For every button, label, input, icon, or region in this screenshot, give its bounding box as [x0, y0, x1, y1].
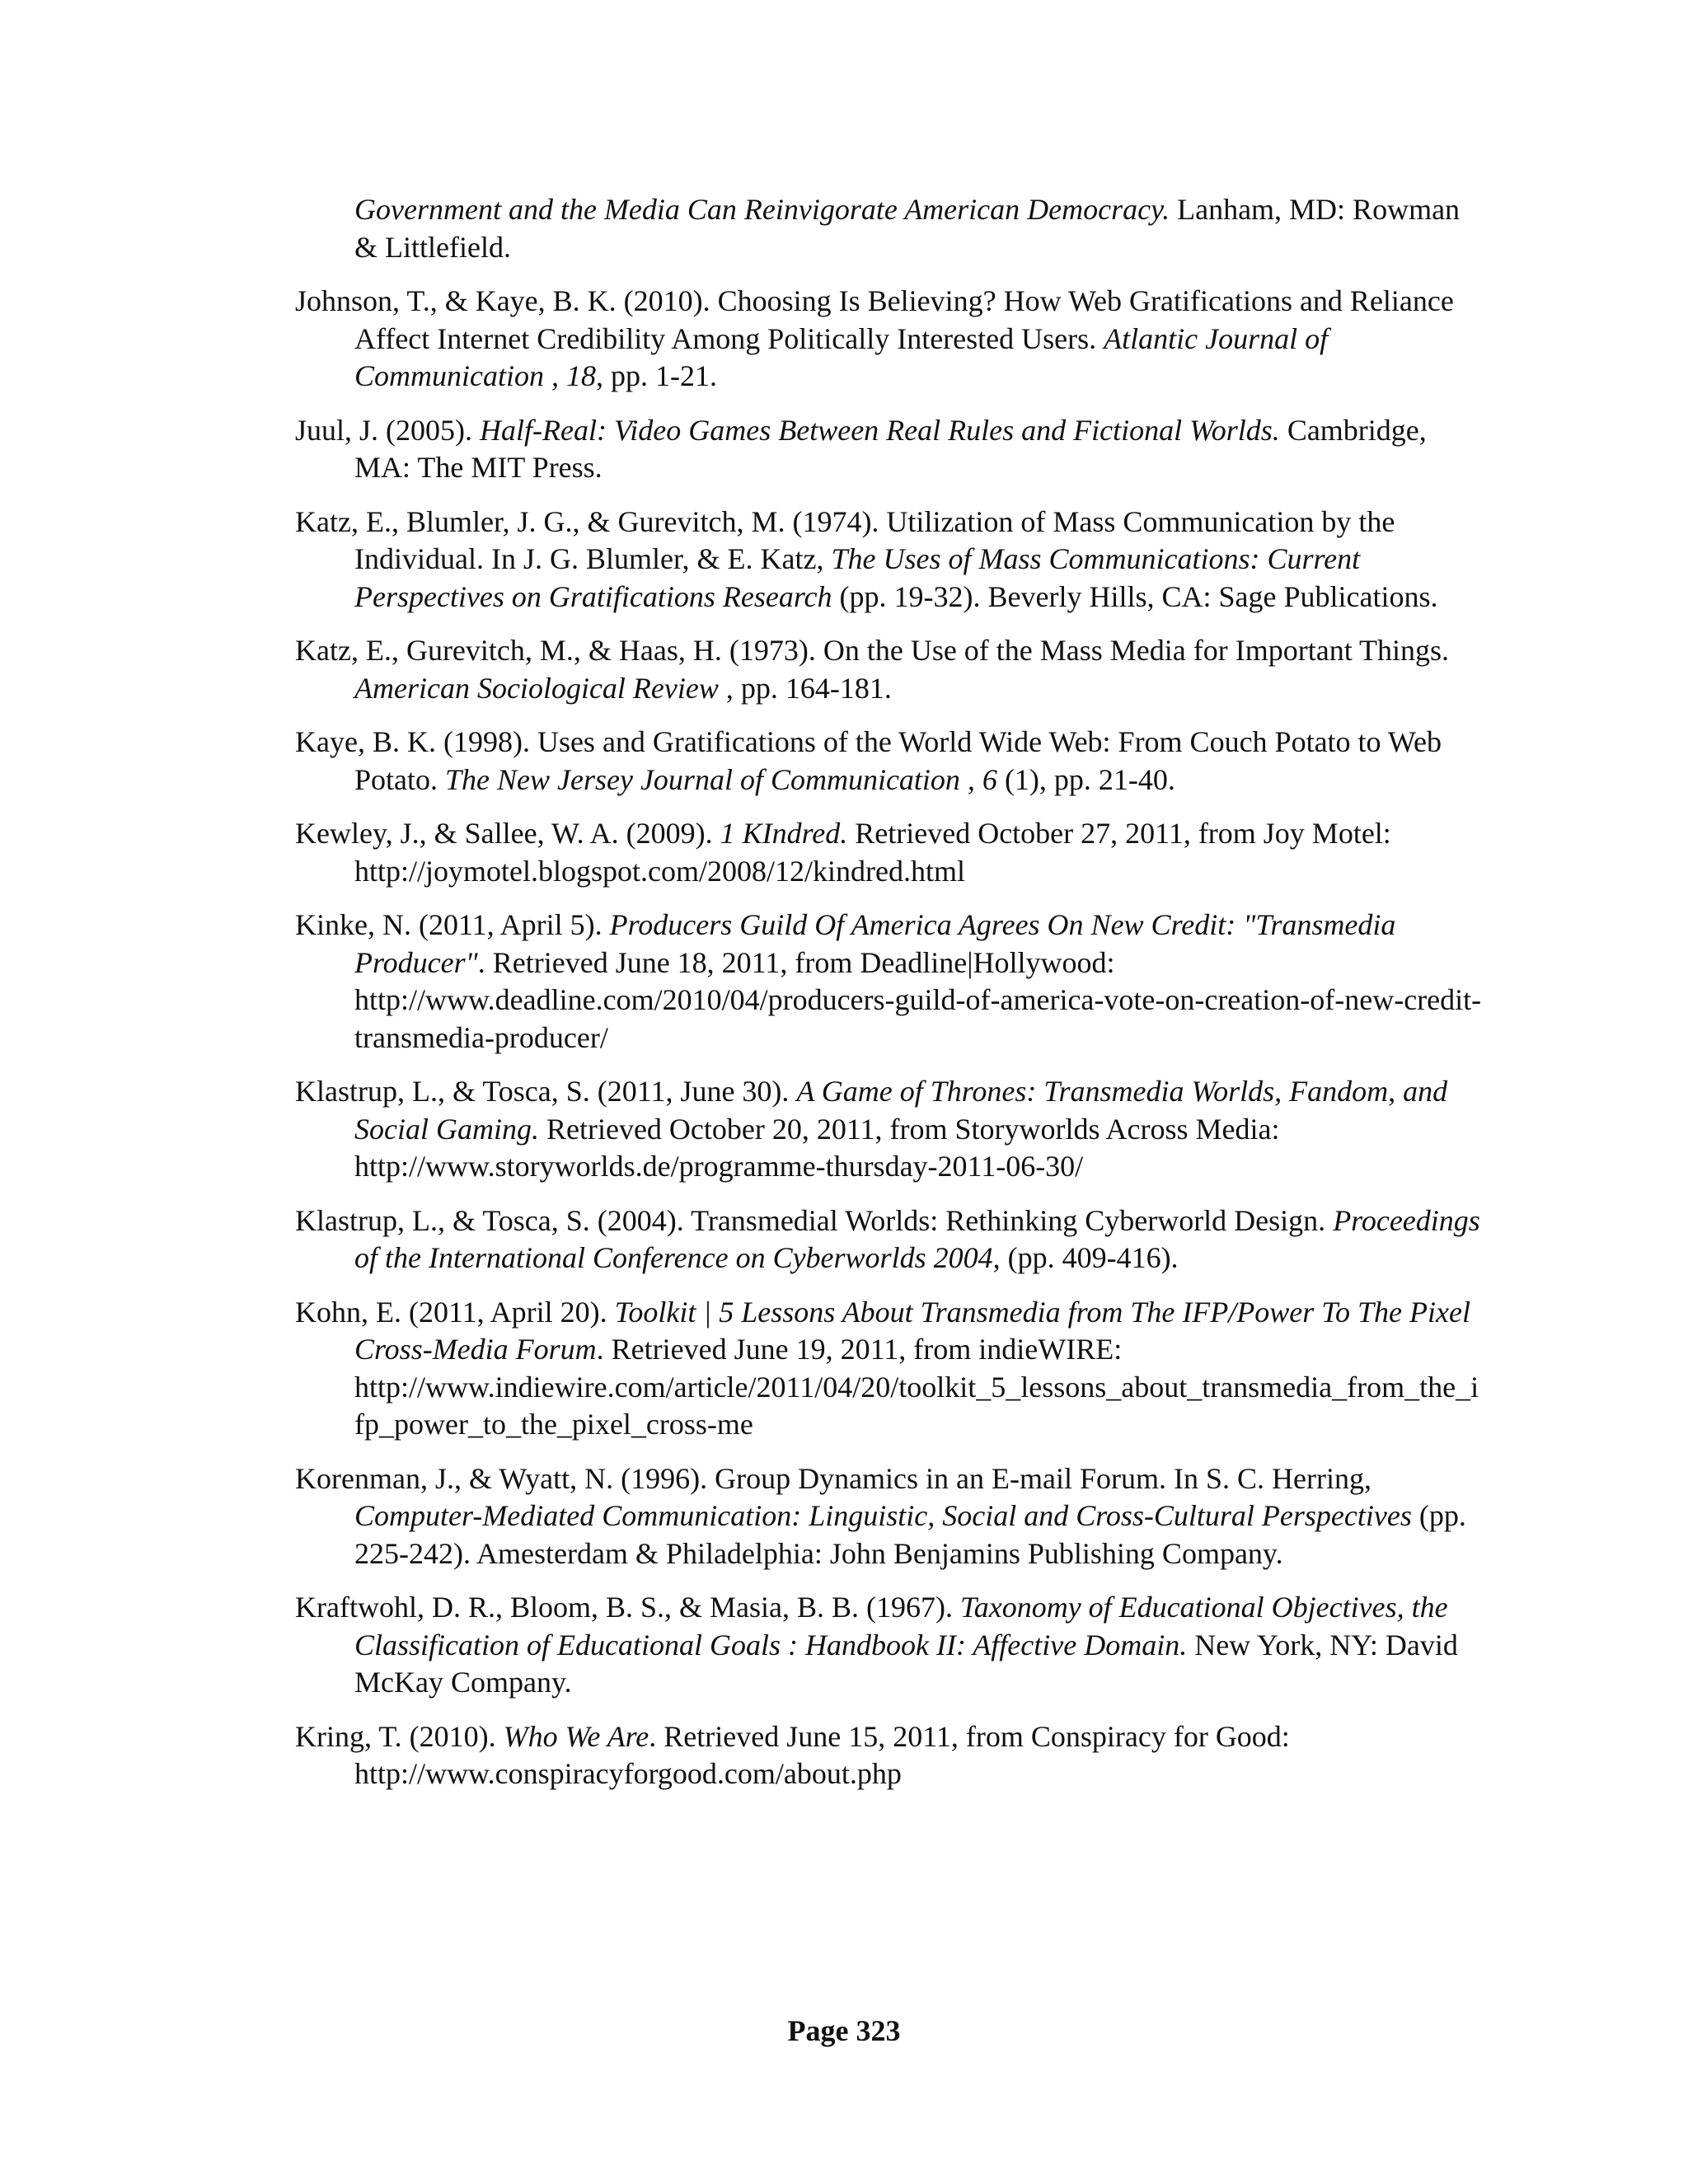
reference-text: , pp. 164-181. [718, 671, 892, 705]
reference-list [295, 191, 1482, 1810]
reference-title: Government and the Media Can Reinvigorate American Democracy. [354, 193, 1170, 226]
reference-title: A Game of Thrones: Transmedia Worlds, Fandom, and Social Gaming. [354, 1075, 1448, 1146]
reference-entry [295, 1460, 1482, 1573]
reference-title: Atlantic Journal of Communication , 18 [354, 321, 1329, 392]
reference-text: Klastrup, L., & Tosca, S. (2004). Transmedial Worlds: Rethinking Cyberworld Design. [295, 1203, 1334, 1237]
reference-text: Kinke, N. (2011, April 5). [295, 908, 610, 941]
reference-entry [295, 283, 1482, 396]
reference-text: . Retrieved June 15, 2011, from Conspiracy for Good: http://www.conspiracyforgood.com/about.php [354, 1719, 1290, 1790]
reference-text: Katz, E., Gurevitch, M., & Haas, H. (1973). On the Use of the Mass Media for Important Things. [295, 634, 1450, 667]
reference-text: Retrieved October 20, 2011, from Storyworlds Across Media: http://www.storyworlds.de/programme-thursday-2011-06-30/ [354, 1112, 1280, 1183]
reference-text: Lanham, MD: Rowman & Littlefield. [354, 193, 1461, 264]
reference-entry [295, 1589, 1482, 1702]
reference-entry [295, 1718, 1482, 1793]
reference-title: The Uses of Mass Communications: Current Perspectives on Gratifications Research [354, 542, 1361, 613]
reference-entry [295, 1294, 1482, 1444]
reference-text: Kewley, J., & Sallee, W. A. (2009). [295, 817, 720, 850]
reference-text: Katz, E., Blumler, J. G., & Gurevitch, M. (1974). Utilization of Mass Communication by the Individual. In J. G. Blumler, & E. Katz, [295, 504, 1395, 575]
reference-title: Proceedings of the International Conference on Cyberworlds 2004 [354, 1203, 1480, 1274]
reference-title: American Sociological Review [354, 671, 719, 705]
reference-text: (pp. 225-242). Amesterdam & Philadelphia: John Benjamins Publishing Company. [354, 1499, 1466, 1570]
reference-text: . Retrieved June 18, 2011, from Deadline|Hollywood: http://www.deadline.com/2010/04/producers-guild-of-america-vote-on-creation-of-new-credit-transmedia-producer/ [354, 945, 1482, 1054]
reference-text: Klastrup, L., & Tosca, S. (2011, June 30). [295, 1075, 797, 1108]
reference-title: Half-Real: Video Games Between Real Rules and Fictional Worlds. [480, 413, 1280, 447]
reference-entry [295, 815, 1482, 890]
reference-entry [295, 504, 1482, 616]
reference-title: Who We Are [503, 1719, 649, 1753]
page-number: Page 323 [787, 2014, 901, 2047]
reference-text: Johnson, T., & Kaye, B. K. (2010). Choosing Is Believing? How Web Gratifications and Reliance Affect Internet Credibility Among Politically Interested Users. [295, 284, 1454, 355]
reference-text: Retrieved October 27, 2011, from Joy Motel: http://joymotel.blogspot.com/2008/12/kindred.html [354, 817, 1391, 888]
reference-text: New York, NY: David McKay Company. [354, 1628, 1458, 1699]
reference-text: , pp. 1-21. [596, 359, 717, 392]
reference-entry [295, 907, 1482, 1057]
reference-text: . Retrieved June 19, 2011, from indieWIRE: http://www.indiewire.com/article/2011/04/20/toolkit_5_lessons_about_transmedia_from_the_ifp_power_to_the_pixel_cross-me [354, 1333, 1479, 1441]
reference-entry [295, 1073, 1482, 1186]
reference-text: (pp. 19-32). Beverly Hills, CA: Sage Publications. [832, 579, 1438, 613]
reference-entry-continued [295, 191, 1482, 266]
reference-text: Juul, J. (2005). [295, 413, 480, 447]
reference-entry [295, 1202, 1482, 1277]
reference-text: Cambridge, MA: The MIT Press. [354, 413, 1427, 484]
reference-text: , (pp. 409-416). [992, 1241, 1179, 1274]
reference-text: Kring, T. (2010). [295, 1719, 504, 1753]
reference-title: 1 KIndred. [720, 817, 848, 850]
reference-entry [295, 412, 1482, 487]
reference-text: Kohn, E. (2011, April 20). [295, 1295, 615, 1329]
reference-text: Kraftwohl, D. R., Bloom, B. S., & Masia, B. B. (1967). [295, 1591, 960, 1624]
reference-title: Toolkit | 5 Lessons About Transmedia from The IFP/Power To The Pixel Cross-Media Forum [354, 1295, 1470, 1366]
reference-text: Korenman, J., & Wyatt, N. (1996). Group Dynamics in an E-mail Forum. In S. C. Herring, [295, 1461, 1372, 1495]
reference-title: Producers Guild Of America Agrees On New Credit: "Transmedia Producer" [354, 908, 1396, 979]
reference-entry [295, 632, 1482, 707]
reference-text: Kaye, B. K. (1998). Uses and Gratifications of the World Wide Web: From Couch Potato to Web Potato. [295, 725, 1442, 796]
reference-entry [295, 724, 1482, 799]
reference-title: Computer-Mediated Communication: Linguistic, Social and Cross-Cultural Perspectives [354, 1499, 1412, 1532]
reference-title: The New Jersey Journal of Communication , 6 [445, 762, 997, 796]
reference-title: Taxonomy of Educational Objectives, the Classification of Educational Goals : Handbook II: Affective Domain. [354, 1591, 1448, 1661]
reference-text: (1), pp. 21-40. [996, 762, 1175, 796]
